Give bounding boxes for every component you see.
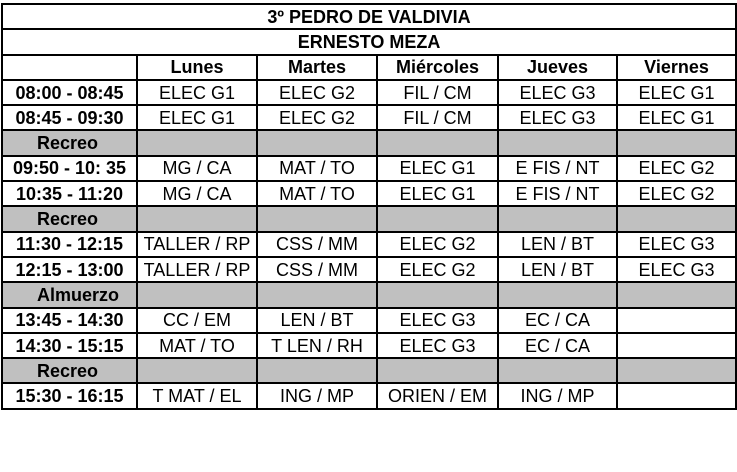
class-cell: ING / MP bbox=[257, 383, 377, 408]
break-row bbox=[2, 358, 736, 383]
time-slot: 10:35 - 11:20 bbox=[2, 181, 137, 206]
break-fill-cell bbox=[377, 358, 498, 383]
day-header-martes: Martes bbox=[257, 55, 377, 80]
class-cell bbox=[617, 383, 736, 408]
break-fill-cell bbox=[498, 130, 617, 155]
break-fill-cell bbox=[377, 206, 498, 231]
time-slot-row bbox=[2, 105, 736, 130]
class-cell: CC / EM bbox=[137, 308, 257, 333]
break-label: Recreo bbox=[2, 358, 137, 383]
class-cell: ELEC G1 bbox=[617, 80, 736, 105]
time-slot: 13:45 - 14:30 bbox=[2, 308, 137, 333]
break-fill-cell bbox=[377, 130, 498, 155]
break-fill-cell bbox=[377, 282, 498, 307]
day-header-jueves: Jueves bbox=[498, 55, 617, 80]
time-slot: 12:15 - 13:00 bbox=[2, 257, 137, 282]
break-fill-cell bbox=[617, 282, 736, 307]
break-fill-cell bbox=[137, 358, 257, 383]
class-cell: ING / MP bbox=[498, 383, 617, 408]
time-slot-row bbox=[2, 232, 736, 257]
teacher-row bbox=[2, 29, 736, 54]
break-fill-cell bbox=[257, 358, 377, 383]
class-cell: ELEC G2 bbox=[257, 80, 377, 105]
class-cell: ELEC G2 bbox=[377, 232, 498, 257]
class-cell: LEN / BT bbox=[257, 308, 377, 333]
break-fill-cell bbox=[257, 130, 377, 155]
class-cell: ELEC G1 bbox=[377, 181, 498, 206]
time-slot-row bbox=[2, 80, 736, 105]
time-slot: 14:30 - 15:15 bbox=[2, 333, 137, 358]
class-cell: MAT / TO bbox=[257, 156, 377, 181]
class-cell bbox=[617, 333, 736, 358]
class-cell: EC / CA bbox=[498, 333, 617, 358]
break-fill-cell bbox=[137, 282, 257, 307]
class-cell: T MAT / EL bbox=[137, 383, 257, 408]
class-cell: ELEC G2 bbox=[617, 181, 736, 206]
class-cell: T LEN / RH bbox=[257, 333, 377, 358]
break-fill-cell bbox=[498, 206, 617, 231]
class-cell: EC / CA bbox=[498, 308, 617, 333]
break-fill-cell bbox=[617, 206, 736, 231]
time-slot: 11:30 - 12:15 bbox=[2, 232, 137, 257]
class-cell: ELEC G1 bbox=[137, 80, 257, 105]
time-slot: 08:00 - 08:45 bbox=[2, 80, 137, 105]
time-slot-row bbox=[2, 156, 736, 181]
class-cell: ELEC G1 bbox=[377, 156, 498, 181]
class-cell: ELEC G3 bbox=[377, 308, 498, 333]
corner-cell bbox=[2, 55, 137, 80]
day-header-lunes: Lunes bbox=[137, 55, 257, 80]
title-row bbox=[2, 4, 736, 29]
break-fill-cell bbox=[617, 130, 736, 155]
class-cell: ELEC G2 bbox=[377, 257, 498, 282]
course-title: 3º PEDRO DE VALDIVIA bbox=[2, 4, 736, 29]
break-label: Recreo bbox=[2, 130, 137, 155]
class-cell: LEN / BT bbox=[498, 232, 617, 257]
time-slot-row bbox=[2, 257, 736, 282]
schedule-table bbox=[1, 3, 737, 410]
class-cell: CSS / MM bbox=[257, 257, 377, 282]
time-slot-row bbox=[2, 333, 736, 358]
time-slot: 08:45 - 09:30 bbox=[2, 105, 137, 130]
break-label: Almuerzo bbox=[2, 282, 137, 307]
class-cell: ELEC G3 bbox=[617, 232, 736, 257]
time-slot: 15:30 - 16:15 bbox=[2, 383, 137, 408]
class-cell: MAT / TO bbox=[137, 333, 257, 358]
class-cell: ELEC G3 bbox=[498, 80, 617, 105]
class-cell: FIL / CM bbox=[377, 80, 498, 105]
day-header-miercoles: Miércoles bbox=[377, 55, 498, 80]
break-fill-cell bbox=[257, 206, 377, 231]
break-fill-cell bbox=[137, 206, 257, 231]
class-cell: MG / CA bbox=[137, 181, 257, 206]
break-row bbox=[2, 282, 736, 307]
class-cell: E FIS / NT bbox=[498, 181, 617, 206]
time-slot: 09:50 - 10: 35 bbox=[2, 156, 137, 181]
class-cell bbox=[617, 308, 736, 333]
class-cell: E FIS / NT bbox=[498, 156, 617, 181]
header-row bbox=[2, 55, 736, 80]
class-cell: LEN / BT bbox=[498, 257, 617, 282]
break-fill-cell bbox=[137, 130, 257, 155]
time-slot-row bbox=[2, 181, 736, 206]
break-row bbox=[2, 130, 736, 155]
break-label: Recreo bbox=[2, 206, 137, 231]
class-cell: ELEC G1 bbox=[617, 105, 736, 130]
class-cell: CSS / MM bbox=[257, 232, 377, 257]
break-fill-cell bbox=[257, 282, 377, 307]
time-slot-row bbox=[2, 308, 736, 333]
class-cell: MG / CA bbox=[137, 156, 257, 181]
class-cell: MAT / TO bbox=[257, 181, 377, 206]
class-cell: FIL / CM bbox=[377, 105, 498, 130]
class-cell: ELEC G2 bbox=[257, 105, 377, 130]
class-cell: ORIEN / EM bbox=[377, 383, 498, 408]
class-cell: TALLER / RP bbox=[137, 232, 257, 257]
teacher-name: ERNESTO MEZA bbox=[2, 29, 736, 54]
class-cell: ELEC G3 bbox=[498, 105, 617, 130]
class-cell: TALLER / RP bbox=[137, 257, 257, 282]
class-cell: ELEC G2 bbox=[617, 156, 736, 181]
day-header-viernes: Viernes bbox=[617, 55, 736, 80]
break-fill-cell bbox=[498, 282, 617, 307]
class-cell: ELEC G1 bbox=[137, 105, 257, 130]
break-fill-cell bbox=[617, 358, 736, 383]
break-fill-cell bbox=[498, 358, 617, 383]
break-row bbox=[2, 206, 736, 231]
class-cell: ELEC G3 bbox=[617, 257, 736, 282]
time-slot-row bbox=[2, 383, 736, 408]
class-cell: ELEC G3 bbox=[377, 333, 498, 358]
